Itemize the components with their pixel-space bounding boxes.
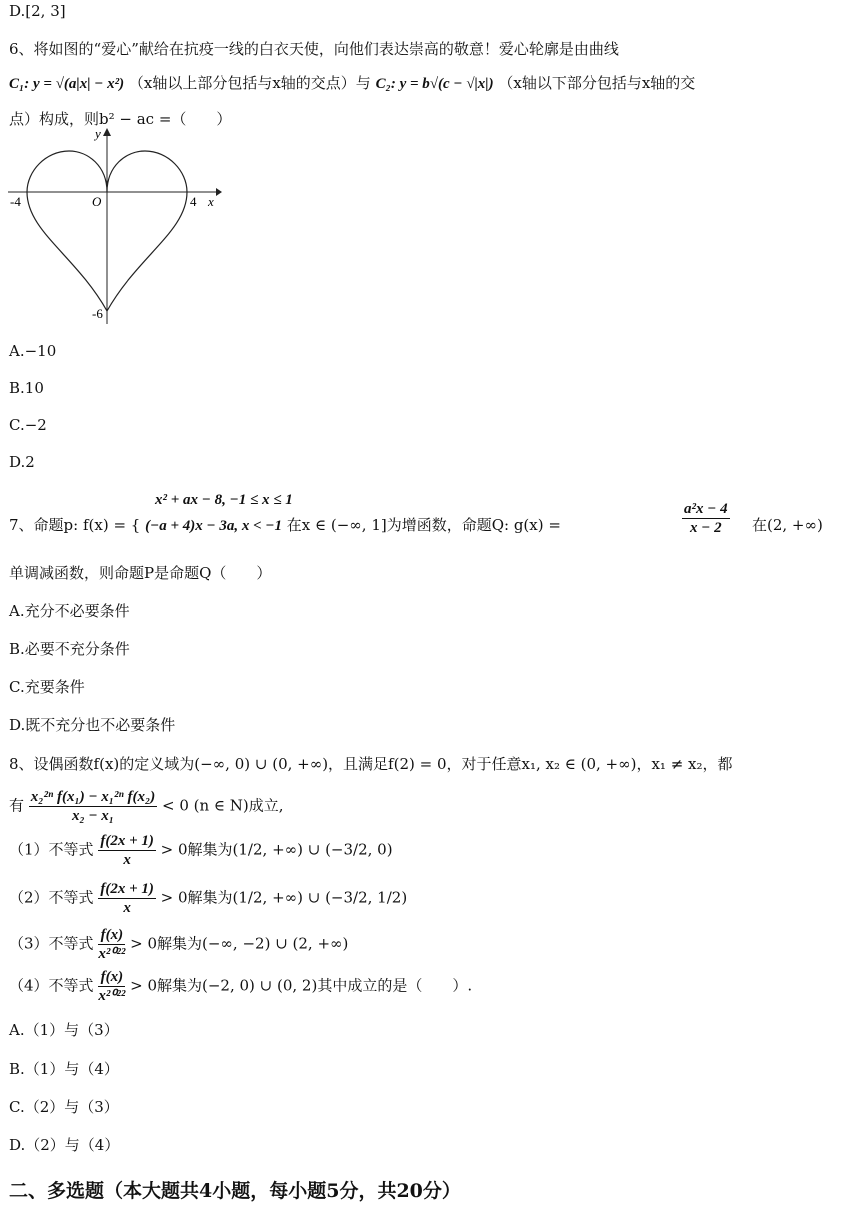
q7-prefix: 7、命题p: f(x) = { (9, 516, 141, 534)
curve-c2-note: （x轴以下部分包括与x轴的交 (498, 74, 696, 92)
q8-stem-line2 (9, 788, 284, 825)
q8-have: 有 (9, 796, 25, 815)
q5-option-d: D.[2, 3] (9, 2, 66, 20)
q6-option-a: A.−10 (9, 342, 57, 360)
s1-prefix: （1）不等式 (9, 840, 94, 859)
q8-main-num: x₂²ⁿ f(x₁) − x₁²ⁿ f(x₂) (30, 789, 156, 805)
s4-den: x²⁰²² (98, 988, 126, 1004)
s3-num: f(x) (98, 926, 125, 945)
s1-den: x (123, 852, 131, 868)
s4-fraction (98, 968, 125, 1005)
s2-prefix: （2）不等式 (9, 888, 94, 907)
q7-stem-line2: 单调减函数，则命题P是命题Q（ ） (9, 564, 272, 582)
q6-option-c: C.−2 (9, 416, 47, 434)
y-label: y (95, 126, 101, 141)
q8-option-a: A.（1）与（3） (9, 1021, 119, 1039)
q8-statement-4 (9, 968, 472, 1005)
s2-post: > 0解集为(1/2, +∞) ∪ (−3/2, 1/2) (160, 888, 408, 907)
curve-c1-note: （x轴以上部分包括与x轴的交点）与 (128, 74, 371, 92)
q7-option-c: C.充要条件 (9, 678, 85, 696)
s4-post: > 0解集为(−2, 0) ∪ (0, 2)其中成立的是（ ）. (130, 976, 473, 995)
s2-fraction (98, 880, 156, 917)
origin-label: O (92, 194, 102, 209)
curve-c2: C₂: y = b√(c − √|x|) (375, 76, 494, 92)
s3-prefix: （3）不等式 (9, 934, 94, 953)
q7-stem-line1 (9, 514, 561, 537)
q7-middle: 在x ∈ (−∞, 1]为增函数，命题Q: g(x) = (286, 516, 561, 534)
q7-frac-num: a²x − 4 (684, 501, 728, 517)
x-label: x (208, 194, 214, 209)
section-heading: 二、多选题（本大题共4小题，每小题5分，共20分） (9, 1180, 461, 1202)
q7-piece-top: x² + ax − 8, −1 ≤ x ≤ 1 (155, 492, 293, 508)
q7-fraction (682, 500, 730, 537)
s2-num: f(2x + 1) (100, 881, 154, 897)
curve-c1: C₁: y = √(a|x| − x²) (9, 76, 125, 92)
s4-prefix: （4）不等式 (9, 976, 94, 995)
s1-fraction (98, 832, 156, 869)
q8-main-tail: < 0 (n ∈ N)成立, (161, 796, 284, 815)
s3-post: > 0解集为(−∞, −2) ∪ (2, +∞) (130, 934, 349, 953)
q7-frac-den: x − 2 (690, 520, 722, 536)
q6-stem-line3: 点）构成，则b² − ac =（ ） (9, 110, 232, 128)
s1-num: f(2x + 1) (100, 833, 154, 849)
tick-right: 4 (190, 194, 197, 209)
s1-post: > 0解集为(1/2, +∞) ∪ (−3/2, 0) (160, 840, 393, 859)
q8-main-fraction (29, 788, 157, 825)
s4-num: f(x) (98, 968, 125, 987)
s2-den: x (123, 900, 131, 916)
q8-statement-3 (9, 926, 348, 963)
q8-statement-1 (9, 832, 393, 869)
q8-option-b: B.（1）与（4） (9, 1060, 119, 1078)
q7-option-a: A.充分不必要条件 (9, 602, 130, 620)
s3-den: x²⁰²² (98, 946, 126, 962)
q6-stem-line2 (9, 72, 695, 95)
q6-option-b: B.10 (9, 379, 44, 397)
heart-figure (6, 126, 222, 326)
q8-stem-line1: 8、设偶函数f(x)的定义域为(−∞, 0) ∪ (0, +∞)，且满足f(2) = 0，对于任意x₁, x₂ ∈ (0, +∞)，x₁ ≠ x₂，都 (9, 755, 733, 773)
q7-piece-bottom: (−a + 4)x − 3a, x < −1 (145, 518, 282, 534)
q7-suffix: 在(2, +∞) (752, 516, 823, 534)
q6-option-d: D.2 (9, 453, 35, 471)
q8-main-den: x₂ − x₁ (71, 808, 115, 824)
tick-left: -4 (10, 194, 21, 209)
q8-option-c: C.（2）与（3） (9, 1098, 119, 1116)
x-axis-arrow (216, 188, 222, 196)
s3-fraction (98, 926, 125, 963)
q7-option-b: B.必要不充分条件 (9, 640, 130, 658)
q6-stem-line1: 6、将如图的“爱心”献给在抗疫一线的白衣天使，向他们表达崇高的敬意！爱心轮廓是由曲线 (9, 40, 619, 58)
q7-option-d: D.既不充分也不必要条件 (9, 716, 176, 734)
y-axis-arrow (103, 128, 111, 136)
tick-bottom: -6 (92, 306, 103, 321)
q8-option-d: D.（2）与（4） (9, 1136, 120, 1154)
q8-statement-2 (9, 880, 407, 917)
